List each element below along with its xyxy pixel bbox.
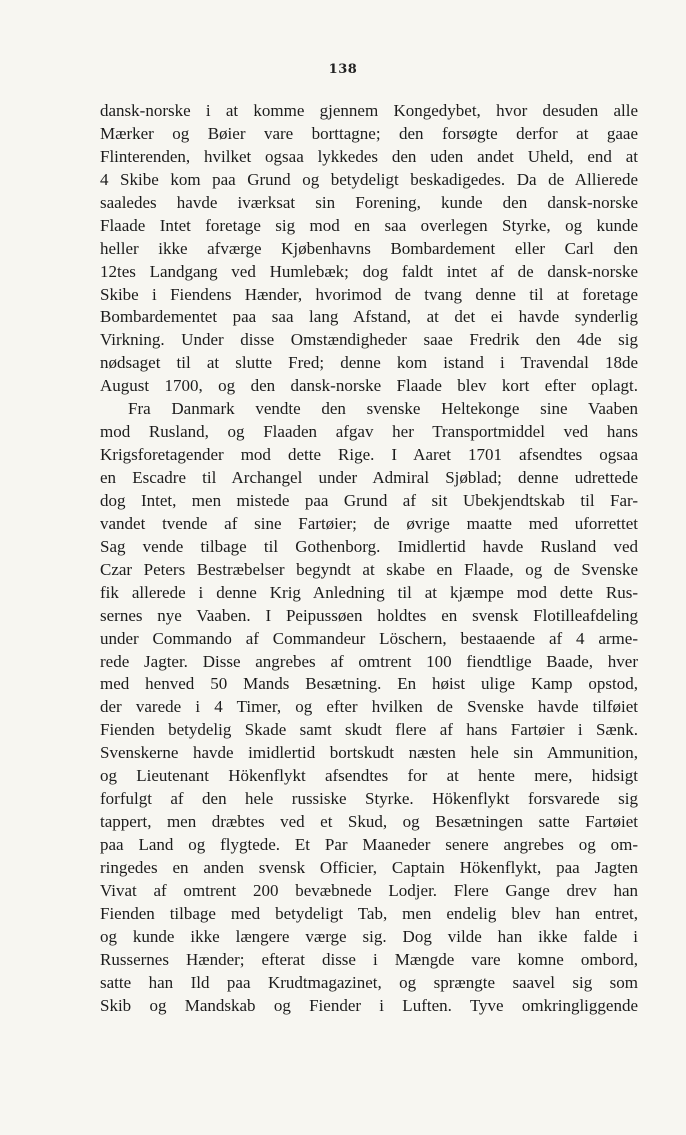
text-line: dansk-norske i at komme gjennem Kongedybet, hvor desuden alle xyxy=(100,101,638,120)
text-line: Bombardementet paa saa lang Afstand, at det ei havde synderlig xyxy=(100,307,638,327)
text-line: Mærker og Bøier vare borttagne; den forsøgte derfor at gaae xyxy=(100,123,638,143)
body-text xyxy=(100,100,638,1018)
text-line: 4 Skibe kom paa Grund og betydeligt beskadigedes. Da de Allierede xyxy=(100,169,638,189)
text-line: Flinterenden, hvilket ogsaa lykkedes den uden andet Uheld, end at xyxy=(100,146,638,166)
text-line: mod Rusland, og Flaaden afgav her Transportmiddel ved hans xyxy=(100,422,638,442)
text-line: dog Intet, men mistede paa Grund af sit Ubekjendtskab til Far- xyxy=(100,490,638,510)
text-line: med henved 50 Mands Besætning. En høist ulige Kamp opstod, xyxy=(100,674,638,694)
text-line: forfulgt af den hele russiske Styrke. Hökenflykt forsvarede sig xyxy=(100,789,638,809)
text-line: under Commando af Commandeur Löschern, bestaaende af 4 arme- xyxy=(100,628,638,648)
text-line: sernes nye Vaaben. I Peipussøen holdtes en svensk Flotilleafdeling xyxy=(100,605,638,625)
text-line: rede Jagter. Disse angrebes af omtrent 100 fiendtlige Baade, hver xyxy=(100,651,638,671)
page-number: 138 xyxy=(328,62,358,77)
text-line: vandet tvende af sine Fartøier; de øvrige maatte med uforrettet xyxy=(100,513,638,533)
text-line: Russernes Hænder; efterat disse i Mængde vare komne ombord, xyxy=(100,949,638,969)
text-line: Flaade Intet foretage sig mod en saa overlegen Styrke, og kunde xyxy=(100,215,638,235)
text-line: saaledes havde iværksat sin Forening, kunde den dansk-norske xyxy=(100,192,638,212)
text-line: nødsaget til at slutte Fred; denne kom istand i Travendal 18de xyxy=(100,353,638,373)
text-line: ringedes en anden svensk Officier, Captain Hökenflykt, paa Jagten xyxy=(100,857,638,877)
text-line: Krigsforetagender mod dette Rige. I Aaret 1701 afsendtes ogsaa xyxy=(100,445,638,465)
text-line: Virkning. Under disse Omstændigheder saae Fredrik den 4de sig xyxy=(100,330,638,350)
text-line: Sag vende tilbage til Gothenborg. Imidlertid havde Rusland ved xyxy=(100,536,638,556)
text-line: heller ikke afværge Kjøbenhavns Bombardement eller Carl den xyxy=(100,238,638,258)
text-line: satte han Ild paa Krudtmagazinet, og sprængte saavel sig som xyxy=(100,972,638,992)
text-line: 12tes Landgang ved Humlebæk; dog faldt intet af de dansk-norske xyxy=(100,261,638,281)
text-line: fik allerede i denne Krig Anledning til at kjæmpe mod dette Rus- xyxy=(100,582,638,602)
text-line: Fra Danmark vendte den svenske Heltekonge sine Vaaben xyxy=(128,399,638,419)
text-line: tappert, men dræbtes ved et Skud, og Besætningen satte Fartøiet xyxy=(100,812,638,832)
text-line: der varede i 4 Timer, og efter hvilken de Svenske havde tilføiet xyxy=(100,697,638,717)
text-line: Vivat af omtrent 200 bevæbnede Lodjer. Flere Gange drev han xyxy=(100,880,638,900)
text-line: Skib og Mandskab og Fiender i Luften. Tyve omkringliggende xyxy=(100,995,638,1015)
text-line: Skibe i Fiendens Hænder, hvorimod de tvang denne til at foretage xyxy=(100,284,638,304)
text-line: Fienden tilbage med betydeligt Tab, men endelig blev han entret, xyxy=(100,903,638,923)
text-line: August 1700, og den dansk-norske Flaade blev kort efter oplagt. xyxy=(100,376,638,396)
text-line: paa Land og flygtede. Et Par Maaneder senere angrebes og om- xyxy=(100,835,638,854)
text-line: en Escadre til Archangel under Admiral Sjøblad; denne udrettede xyxy=(100,468,638,487)
text-line: og kunde ikke længere værge sig. Dog vilde han ikke falde i xyxy=(100,926,638,946)
text-line: Fienden betydelig Skade samt skudt flere af hans Fartøier i Sænk. xyxy=(100,720,638,740)
text-line: og Lieutenant Hökenflykt afsendtes for at hente mere, hidsigt xyxy=(100,766,638,786)
text-line: Svenskerne havde imidlertid bortskudt næsten hele sin Ammunition, xyxy=(100,743,638,763)
text-line: Czar Peters Bestræbelser begyndt at skabe en Flaade, og de Svenske xyxy=(100,559,638,579)
